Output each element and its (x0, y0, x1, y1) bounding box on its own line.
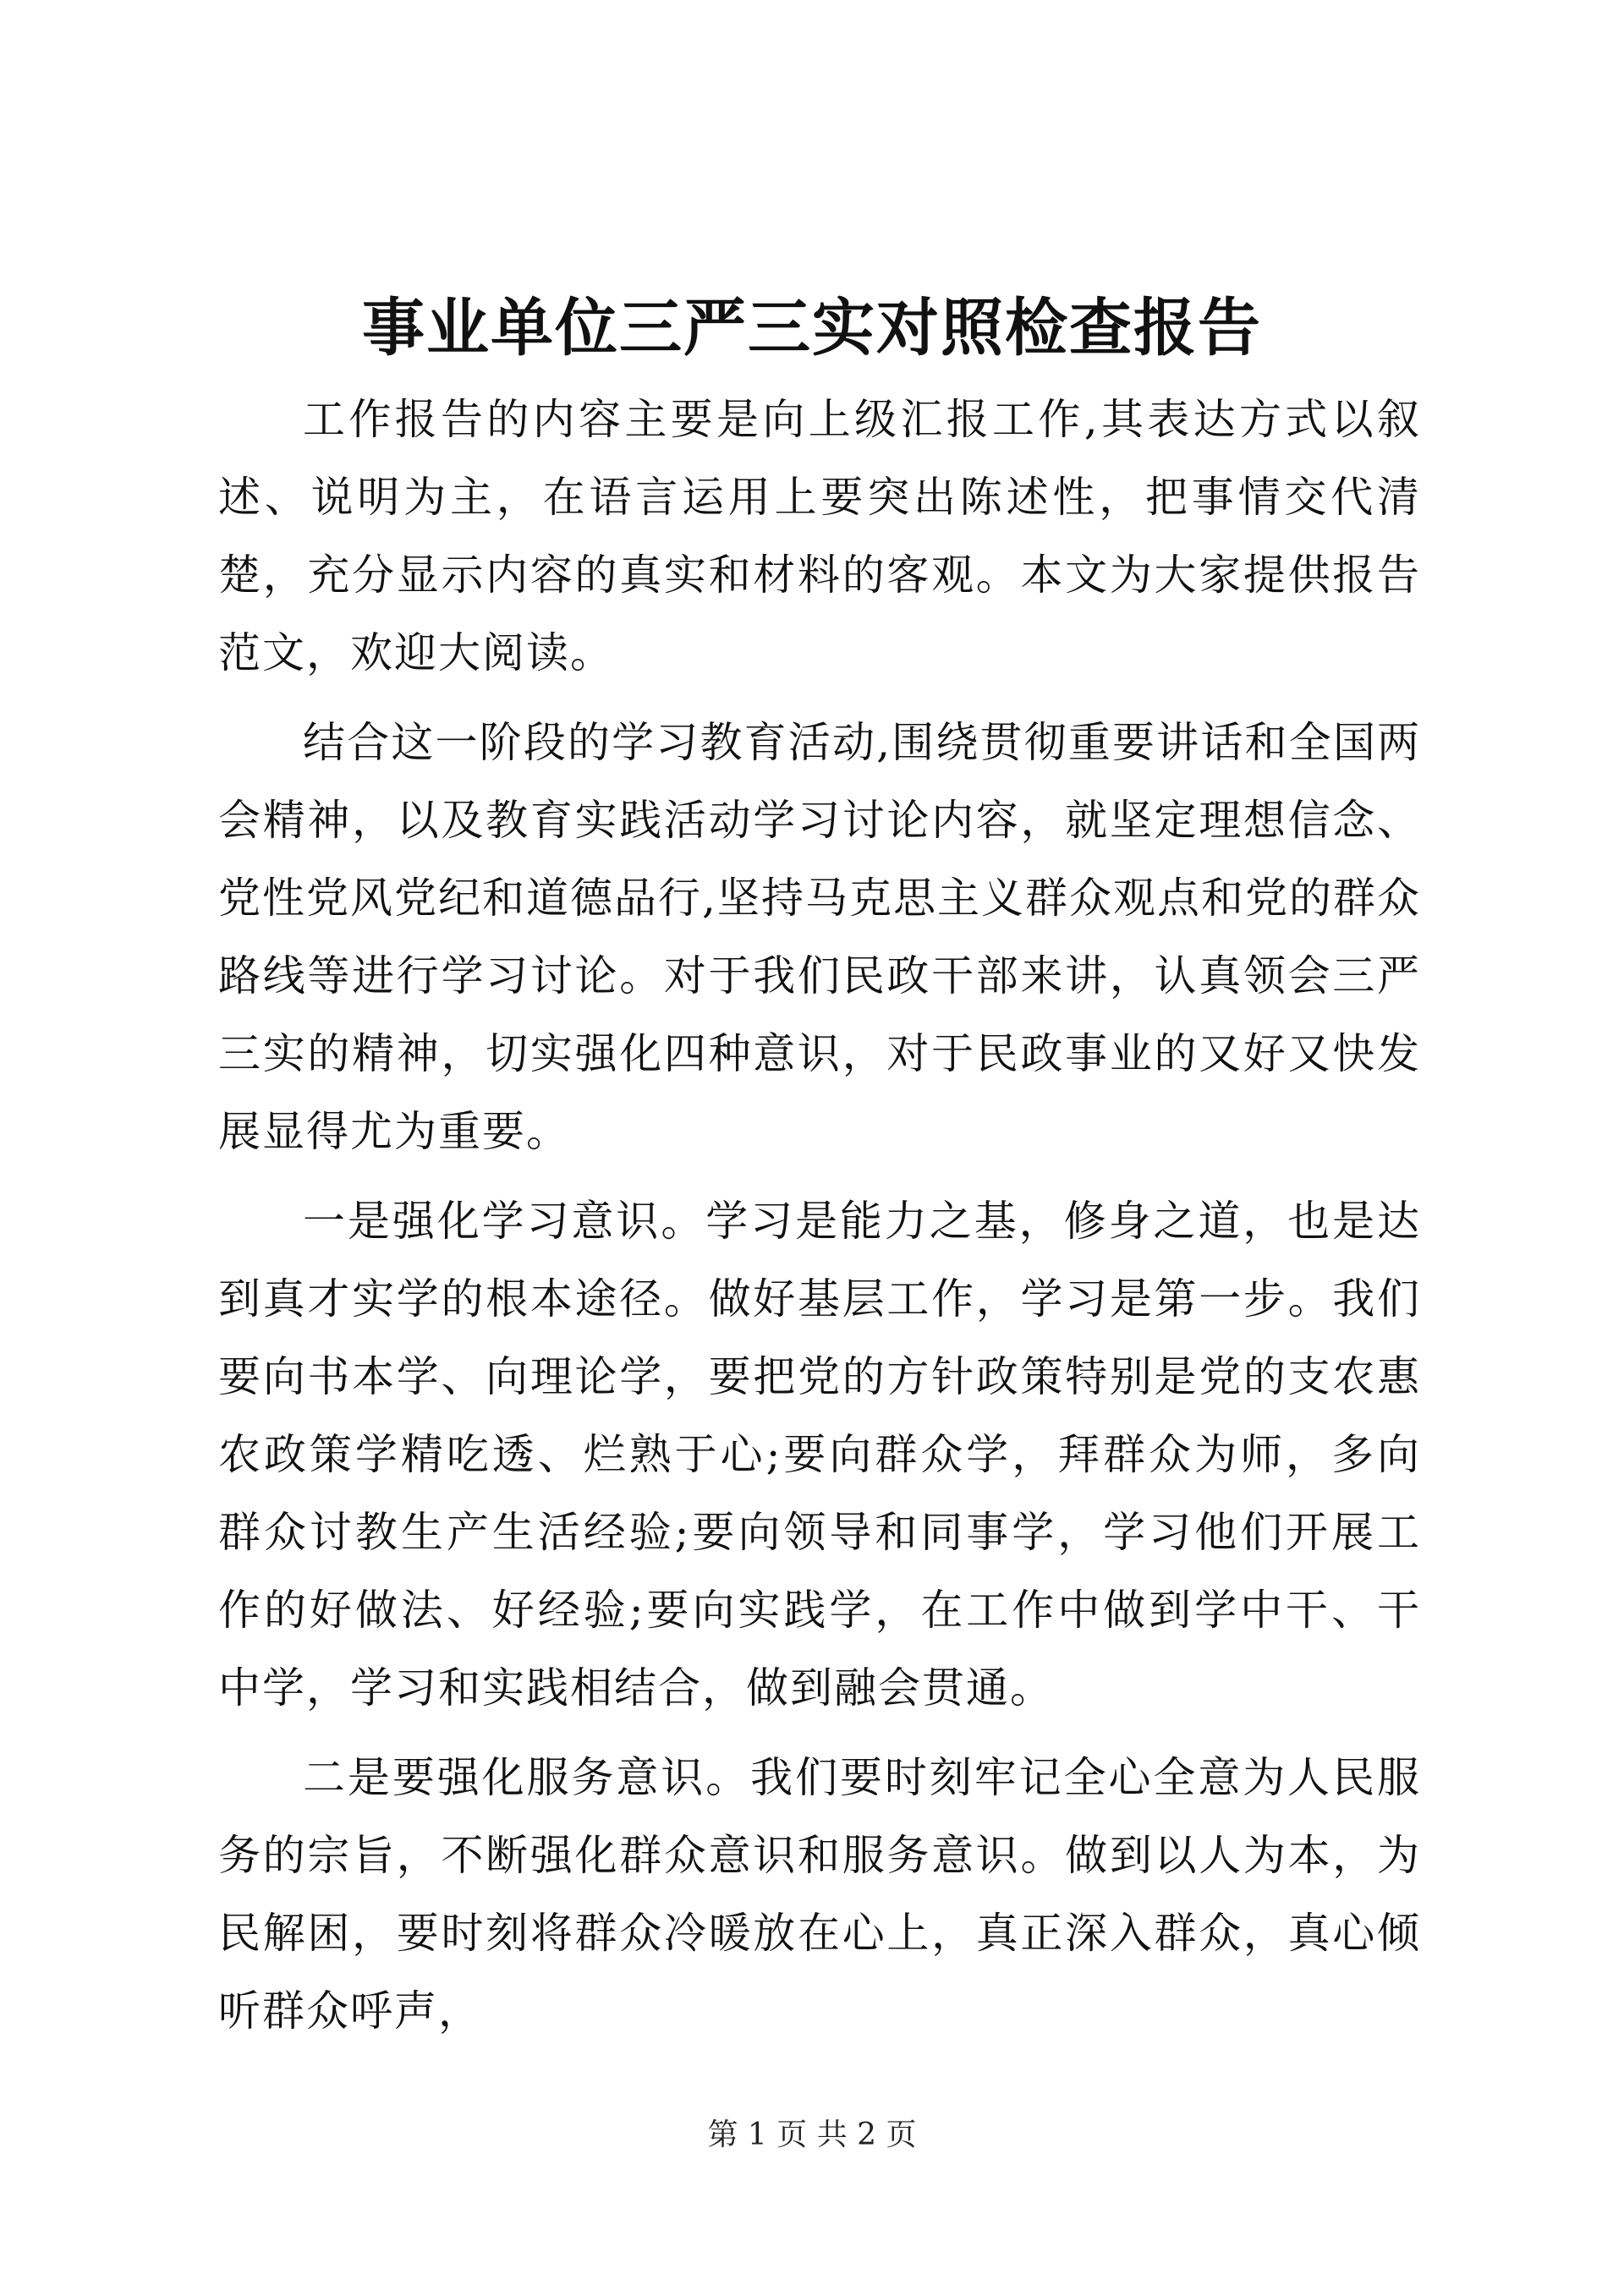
paragraph-learning: 一是强化学习意识。学习是能力之基，修身之道，也是达到真才实学的根本途径。做好基层工作，学习是第一步。我们要向书本学、向理论学，要把党的方针政策特别是党的支农惠农政策学精吃透、烂熟于心;要向群众学，拜群众为师，多向群众讨教生产生活经验;要向领导和同事学，学习他们开展工作的好做法、好经验;要向实践学，在工作中做到学中干、干中学，学习和实践相结合，做到融会贯通。 (218, 1197, 1421, 1712)
paragraph-intro: 工作报告的内容主要是向上级汇报工作,其表达方式以叙述、说明为主，在语言运用上要突出陈述性，把事情交代清楚，充分显示内容的真实和材料的客观。本文为大家提供报告范文，欢迎大阅读。 (218, 395, 1421, 677)
document-title: 事业单位三严三实对照检查报告 (362, 292, 1262, 364)
paragraph-context: 结合这一阶段的学习教育活动,围绕贯彻重要讲话和全国两会精神，以及教育实践活动学习讨论内容，就坚定理想信念、党性党风党纪和道德品行,坚持马克思主义群众观点和党的群众路线等进行学习讨论。对于我们民政干部来讲，认真领会三严三实的精神，切实强化四种意识，对于民政事业的又好又快发展显得尤为重要。 (218, 718, 1421, 1156)
document-body (218, 381, 1421, 2062)
paragraph-service: 二是要强化服务意识。我们要时刻牢记全心全意为人民服务的宗旨，不断强化群众意识和服务意识。做到以人为本，为民解困，要时刻将群众冷暖放在心上，真正深入群众，真心倾听群众呼声， (218, 1753, 1421, 2036)
page-number-footer: 第 1 页 共 2 页 (707, 2118, 917, 2152)
